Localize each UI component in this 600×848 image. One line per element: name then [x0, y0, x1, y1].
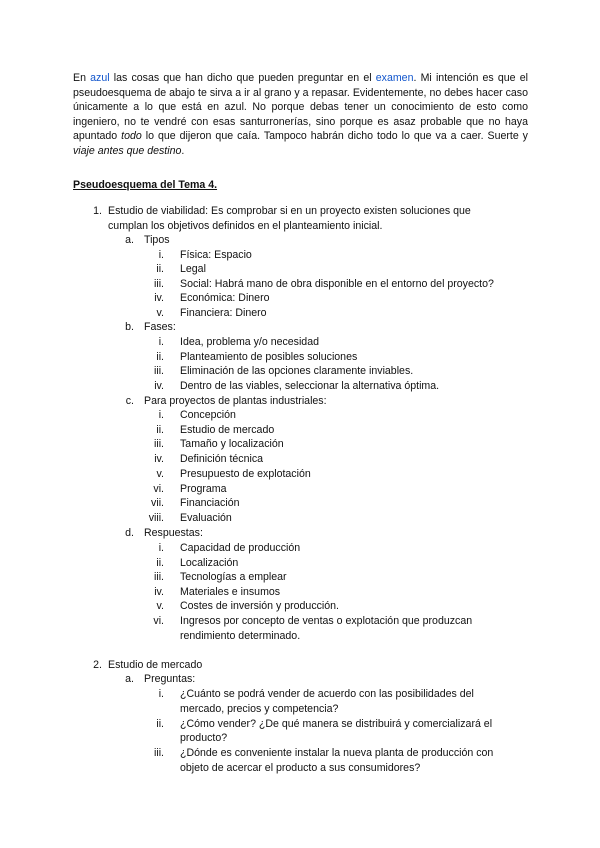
- item-1c-marker: c.: [125, 395, 134, 407]
- list-marker: i.: [158, 249, 164, 261]
- list-item: Concepción: [180, 409, 236, 421]
- list-marker: i.: [158, 688, 164, 700]
- list-marker: ii.: [156, 718, 164, 730]
- item-2a-label: Preguntas:: [144, 673, 196, 685]
- list-item: Planteamiento de posibles soluciones: [180, 351, 358, 363]
- list-marker: vi.: [153, 483, 164, 495]
- item-1b-label: Fases:: [144, 321, 176, 333]
- list-item: Legal: [180, 263, 206, 275]
- list-item: Materiales e insumos: [180, 586, 281, 598]
- list-item: Programa: [180, 483, 227, 495]
- list-marker: v.: [156, 468, 164, 480]
- list-item: Social: Habrá mano de obra disponible en el entorno del proyecto?: [180, 278, 494, 290]
- item-2-line-1: Estudio de mercado: [108, 659, 203, 671]
- intro-text-3: . Mi intención es que el pseudoesquema de abajo te sirva a ir al grano y a repasar. Evidentemente, no debes hacer caso únicamente a lo que está en azul. No porque debas tener un conocimiento de esto como ingeniero, no te vendré con esas santurronerías, sino porque es asaz probable que no haya apuntado: [73, 72, 528, 143]
- list-marker: iii.: [153, 747, 164, 759]
- list-marker: iv.: [154, 586, 164, 598]
- list-marker: i.: [158, 336, 164, 348]
- intro-text-2: las cosas que han dicho que pueden preguntar en el: [109, 72, 376, 84]
- list-item-continuation: mercado, precios y competencia?: [180, 703, 339, 715]
- intro-examen-word: examen: [375, 72, 414, 84]
- list-marker: ii.: [156, 263, 164, 275]
- list-marker: iii.: [153, 571, 164, 583]
- list-marker: iii.: [153, 438, 164, 450]
- list-item: Ingresos por concepto de ventas o explotación que produzcan: [180, 615, 473, 627]
- list-item: Financiera: Dinero: [180, 307, 267, 319]
- item-1-marker: 1.: [93, 205, 102, 217]
- list-item: Económica: Dinero: [180, 292, 270, 304]
- list-marker: ii.: [156, 424, 164, 436]
- list-item: ¿Cómo vender? ¿De qué manera se distribuirá y comercializará el: [180, 718, 493, 730]
- list-marker: v.: [156, 600, 164, 612]
- item-2-marker: 2.: [93, 659, 102, 671]
- list-marker: ii.: [156, 351, 164, 363]
- list-item: Localización: [180, 557, 239, 569]
- list-marker: i.: [158, 409, 164, 421]
- list-item-continuation: objeto de acercar el producto a sus consumidores?: [180, 762, 421, 774]
- list-marker: iv.: [154, 380, 164, 392]
- list-item: Capacidad de producción: [180, 542, 301, 554]
- list-item: Dentro de las viables, seleccionar la alternativa óptima.: [180, 380, 440, 392]
- item-2a-marker: a.: [125, 673, 134, 685]
- item-1-line-1: Estudio de viabilidad: Es comprobar si en un proyecto existen soluciones que: [108, 205, 471, 217]
- list-item: Costes de inversión y producción.: [180, 600, 339, 612]
- item-1d-label: Respuestas:: [144, 527, 203, 539]
- list-item: ¿Cuánto se podrá vender de acuerdo con las posibilidades del: [180, 688, 474, 700]
- list-marker: iv.: [154, 453, 164, 465]
- list-marker: vi.: [153, 615, 164, 627]
- section-title: Pseudoesquema del Tema 4.: [73, 179, 218, 191]
- list-item: ¿Dónde es conveniente instalar la nueva planta de producción con: [180, 747, 494, 759]
- intro-azul-word: azul: [90, 72, 110, 84]
- item-1b-marker: b.: [125, 321, 134, 333]
- list-item: Financiación: [180, 497, 240, 509]
- list-item: Definición técnica: [180, 453, 264, 465]
- intro-todo-word: todo: [121, 130, 142, 143]
- list-item: Idea, problema y/o necesidad: [180, 336, 319, 348]
- item-1c-label: Para proyectos de plantas industriales:: [144, 395, 327, 407]
- item-1a-label: Tipos: [144, 234, 170, 246]
- intro-text-4: lo que dijeron que caía. Tampoco habrán dicho todo lo que va a caer. Suerte y: [141, 130, 528, 143]
- intro-paragraph: [73, 71, 528, 159]
- intro-text-1: En: [73, 72, 91, 84]
- list-item: Tecnologías a emplear: [180, 571, 287, 583]
- list-marker: vii.: [151, 497, 164, 509]
- item-1-line-2: cumplan los objetivos definidos en el planteamiento inicial.: [108, 220, 383, 232]
- list-marker: i.: [158, 542, 164, 554]
- intro-text-5: .: [181, 144, 185, 157]
- intro-viaje-phrase: viaje antes que destino: [73, 144, 182, 157]
- list-item: Presupuesto de explotación: [180, 468, 311, 480]
- list-marker: iii.: [153, 365, 164, 377]
- list-item: Evaluación: [180, 512, 232, 524]
- list-marker: iv.: [154, 292, 164, 304]
- list-marker: viii.: [148, 512, 164, 524]
- list-item-continuation: rendimiento determinado.: [180, 630, 301, 642]
- list-item-continuation: producto?: [180, 732, 228, 744]
- list-item: Tamaño y localización: [180, 438, 284, 450]
- list-item: Estudio de mercado: [180, 424, 275, 436]
- list-item: Eliminación de las opciones claramente inviables.: [180, 365, 414, 377]
- item-1a-marker: a.: [125, 234, 134, 246]
- list-marker: ii.: [156, 557, 164, 569]
- list-item: Física: Espacio: [180, 249, 252, 261]
- list-marker: v.: [156, 307, 164, 319]
- list-marker: iii.: [153, 278, 164, 290]
- item-1d-marker: d.: [125, 527, 134, 539]
